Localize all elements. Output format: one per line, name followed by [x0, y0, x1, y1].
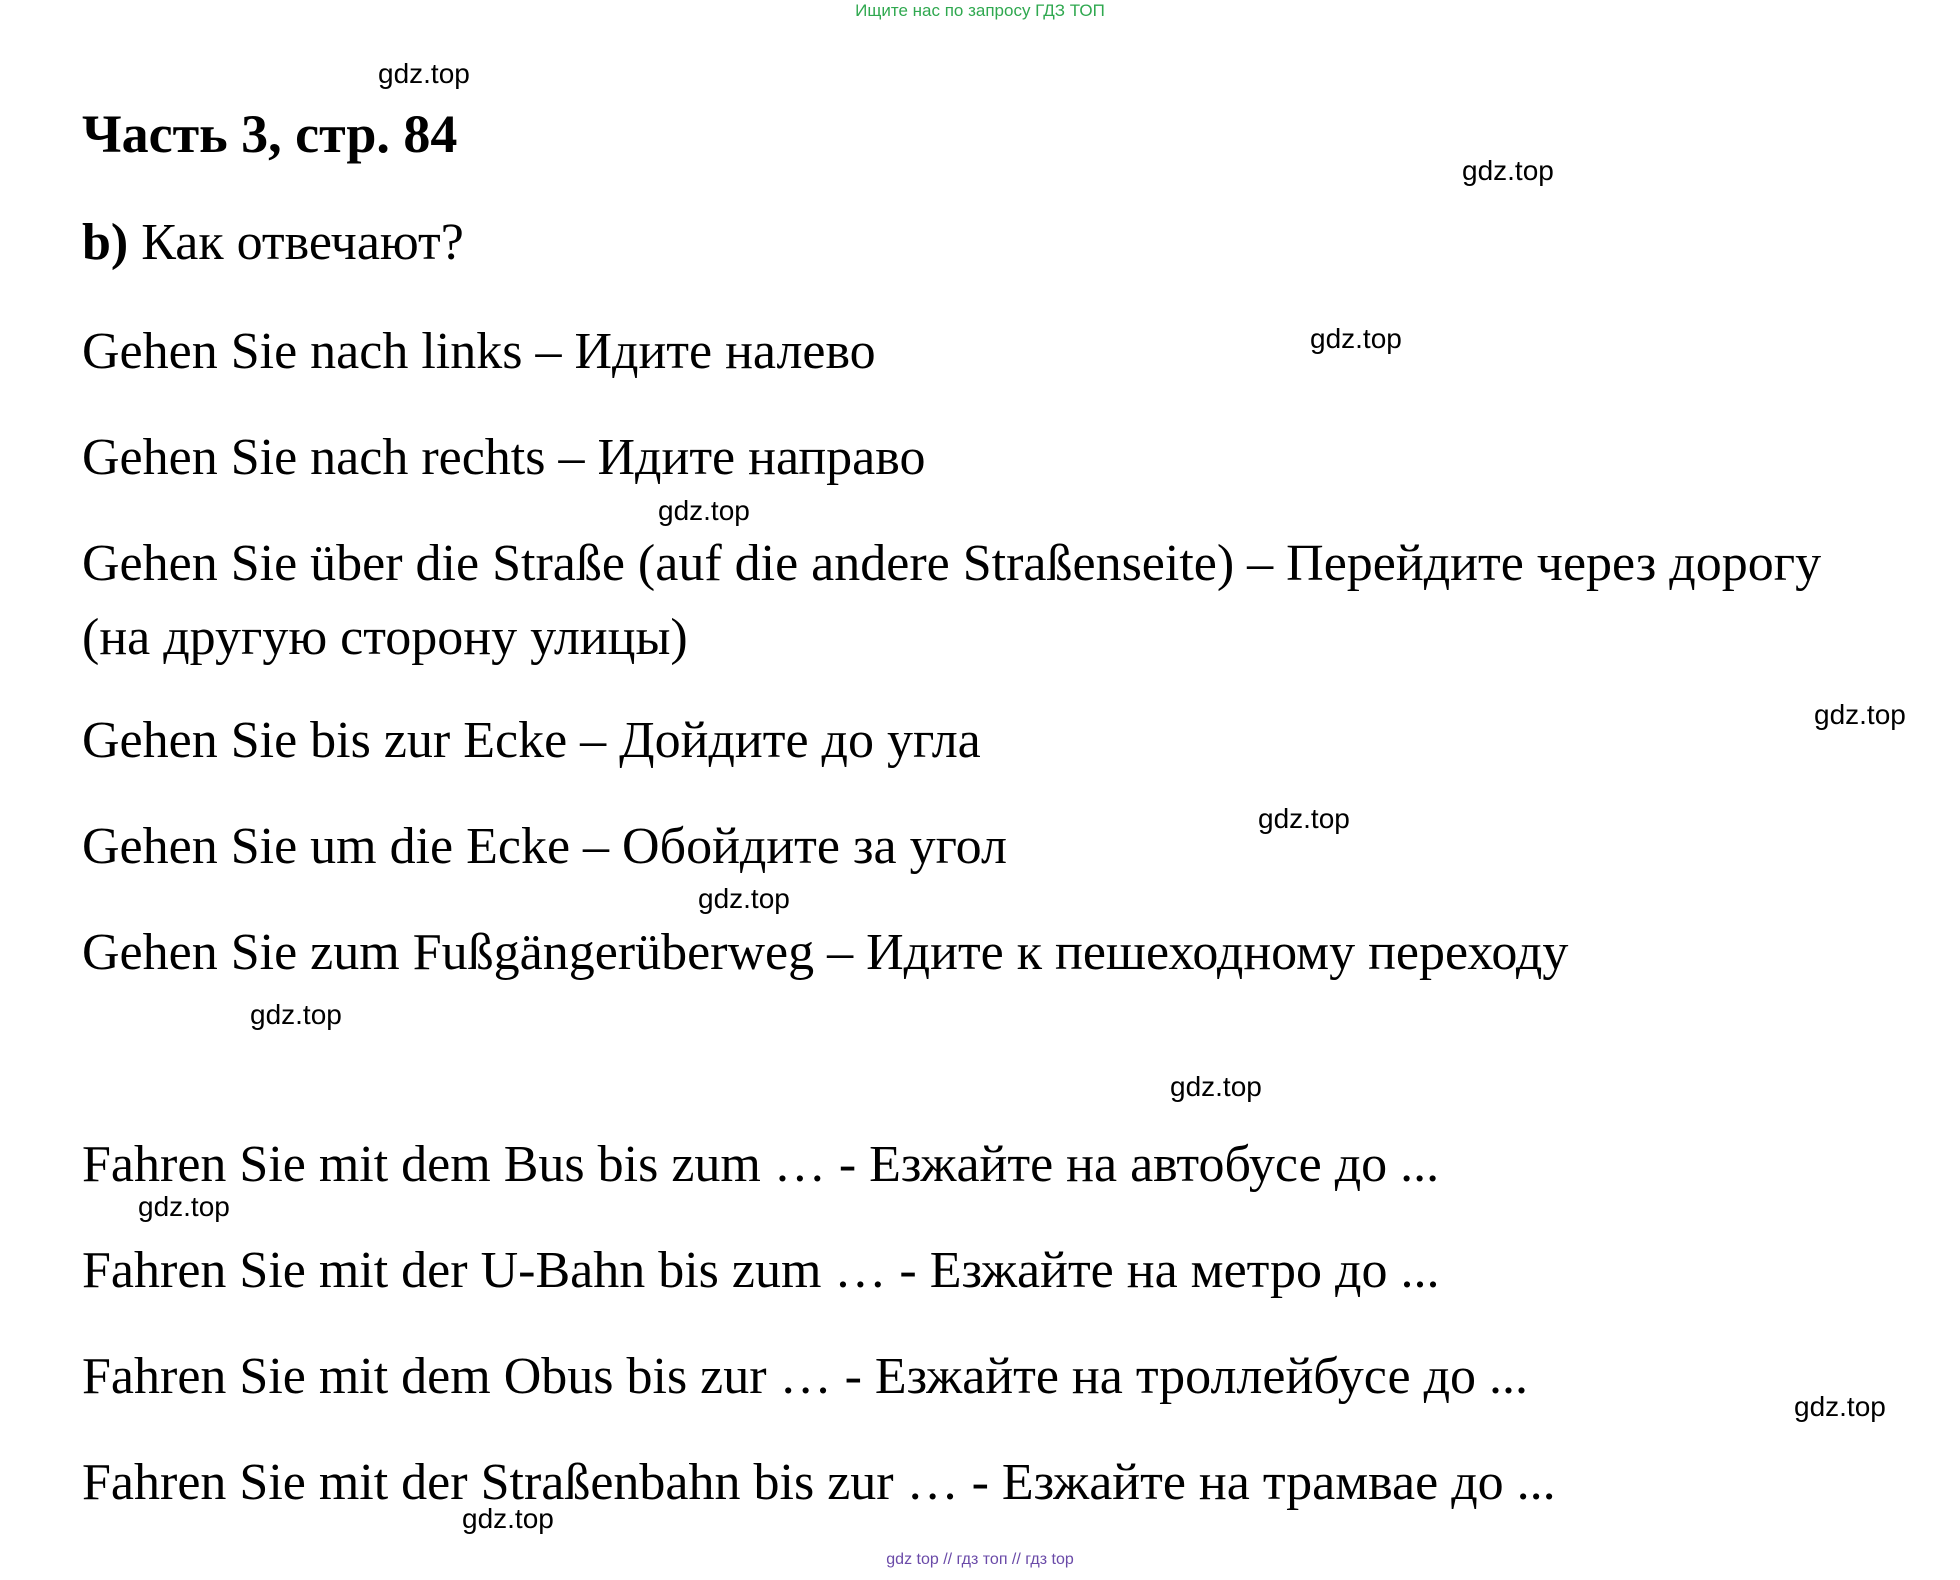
phrase-line: Gehen Sie bis zur Ecke – Дойдите до угла [82, 712, 981, 769]
watermark: gdz.top [1310, 323, 1402, 354]
top-banner: Ищите нас по запросу ГДЗ ТОП [855, 1, 1105, 20]
watermark: gdz.top [1462, 155, 1554, 186]
phrase-line: Fahren Sie mit dem Obus bis zur … - Езжайте на троллейбусе до ... [82, 1348, 1529, 1405]
watermark: gdz.top [658, 495, 750, 526]
watermark: gdz.top [1258, 803, 1350, 834]
watermark: gdz.top [698, 883, 790, 914]
phrase-line: Gehen Sie zum Fußgängerüberweg – Идите к пешеходному переходу [82, 924, 1569, 981]
watermark: gdz.top [138, 1191, 230, 1222]
bottom-banner: gdz top // гдз топ // гдз top [886, 1551, 1074, 1568]
exercise-question: Как отвечают? [128, 214, 464, 271]
phrase-line: Gehen Sie über die Straße (auf die andere Straßenseite) – Перейдите через дорогу (на другую сторону улицы) [82, 535, 1822, 666]
watermark: gdz.top [250, 999, 342, 1030]
exercise-marker: b) [82, 214, 129, 271]
phrase-line: Gehen Sie nach links – Идите налево [82, 323, 876, 380]
watermark: gdz.top [462, 1503, 554, 1534]
phrase-line: Fahren Sie mit der U-Bahn bis zum … - Езжайте на метро до ... [82, 1242, 1440, 1299]
page-title: Часть 3, стр. 84 [82, 104, 458, 164]
exercise-heading [82, 212, 464, 274]
phrase-line: Fahren Sie mit dem Bus bis zum … - Езжайте на автобусе до ... [82, 1136, 1440, 1193]
watermark: gdz.top [378, 58, 470, 89]
watermark: gdz.top [1814, 699, 1906, 730]
phrase-line: Fahren Sie mit der Straßenbahn bis zur … - Езжайте на трамвае до ... [82, 1454, 1556, 1511]
phrase-line: Gehen Sie nach rechts – Идите направо [82, 429, 926, 486]
watermark: gdz.top [1794, 1391, 1886, 1422]
phrase-line: Gehen Sie um die Ecke – Обойдите за угол [82, 818, 1007, 875]
watermark: gdz.top [1170, 1071, 1262, 1102]
